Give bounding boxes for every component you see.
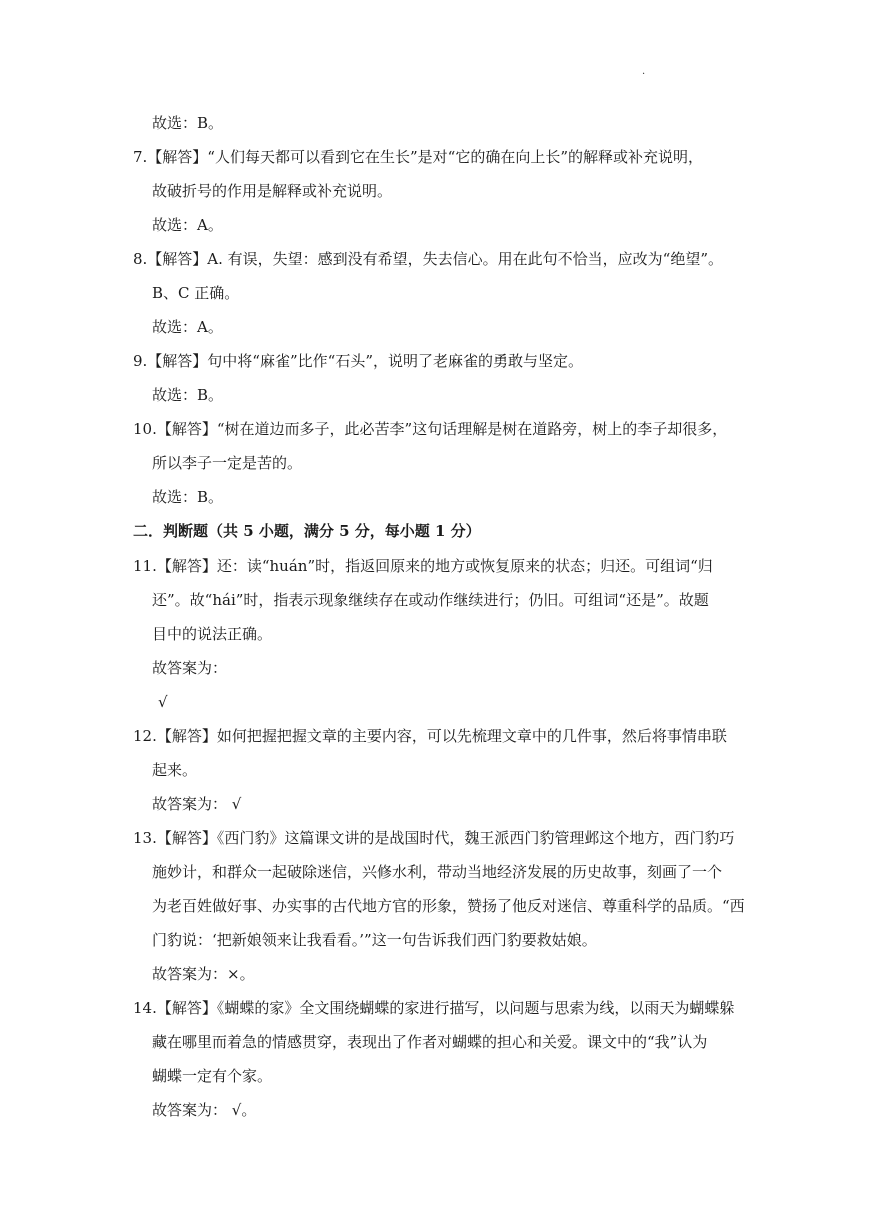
answer-line: 施妙计，和群众一起破除迷信，兴修水利，带动当地经济发展的历史故事，刻画了一个 [152, 863, 723, 881]
answer-line: 所以李子一定是苦的。 [152, 454, 303, 472]
answer-line: 故选：A。 [152, 216, 223, 234]
section-heading: 二．判断题（共 5 小题，满分 5 分，每小题 1 分） [133, 522, 481, 540]
answer-line: 13.【解答】《西门豹》这篇课文讲的是战国时代，魏王派西门豹管理邺这个地方，西门豹巧 [133, 829, 735, 847]
page-marker: . [642, 66, 646, 77]
answer-line: 11.【解答】还：读“huán”时，指返回原来的地方或恢复原来的状态；归还。可组词“归 [133, 557, 713, 575]
answer-line: 故答案为： [152, 659, 228, 677]
answer-line: 为老百姓做好事、办实事的古代地方官的形象，赞扬了他反对迷信、尊重科学的品质。“西 [152, 897, 745, 915]
answer-line: B、C 正确。 [152, 284, 240, 302]
answer-line: 故选：B。 [152, 488, 224, 506]
answer-line: 故答案为： √ [152, 795, 242, 813]
answer-line: 故选：B。 [152, 386, 224, 404]
answer-line: 蝴蝶一定有个家。 [152, 1067, 273, 1085]
answer-line: 8.【解答】A. 有误，失望：感到没有希望，失去信心。用在此句不恰当，应改为“绝望”。 [133, 250, 724, 268]
answer-line: 14.【解答】《蝴蝶的家》全文围绕蝴蝶的家进行描写，以问题与思索为线，以雨天为蝴蝶躲 [133, 999, 735, 1017]
answer-line: 故答案为： √。 [152, 1101, 257, 1119]
answer-line: 起来。 [152, 761, 198, 779]
answer-line: 10.【解答】“树在道边而多子，此必苦李”这句话理解是树在道路旁，树上的李子却很多， [133, 420, 728, 438]
answer-line: 还”。故“hái”时，指表示现象继续存在或动作继续进行；仍旧。可组词“还是”。故题 [152, 591, 709, 609]
answer-line: 故选：A。 [152, 318, 223, 336]
answer-line: 故破折号的作用是解释或补充说明。 [152, 182, 393, 200]
answer-line: 故选：B。 [152, 114, 224, 132]
answer-line: 9.【解答】句中将“麻雀”比作“石头”，说明了老麻雀的勇敢与坚定。 [133, 352, 583, 370]
answer-line: 目中的说法正确。 [152, 625, 273, 643]
answer-line: 藏在哪里而着急的情感贯穿，表现出了作者对蝴蝶的担心和关爱。课文中的“我”认为 [152, 1033, 708, 1051]
answer-line: 12.【解答】如何把握把握文章的主要内容，可以先梳理文章中的几件事，然后将事情串联 [133, 727, 727, 745]
checkmark-answer: √ [158, 693, 168, 711]
answer-line: 门豹说：‘把新娘领来让我看看。’”这一句告诉我们西门豹要救姑娘。 [152, 931, 597, 949]
answer-line: 故答案为：×。 [152, 965, 255, 983]
answer-line: 7.【解答】“人们每天都可以看到它在生长”是对“它的确在向上长”的解释或补充说明， [133, 148, 703, 166]
